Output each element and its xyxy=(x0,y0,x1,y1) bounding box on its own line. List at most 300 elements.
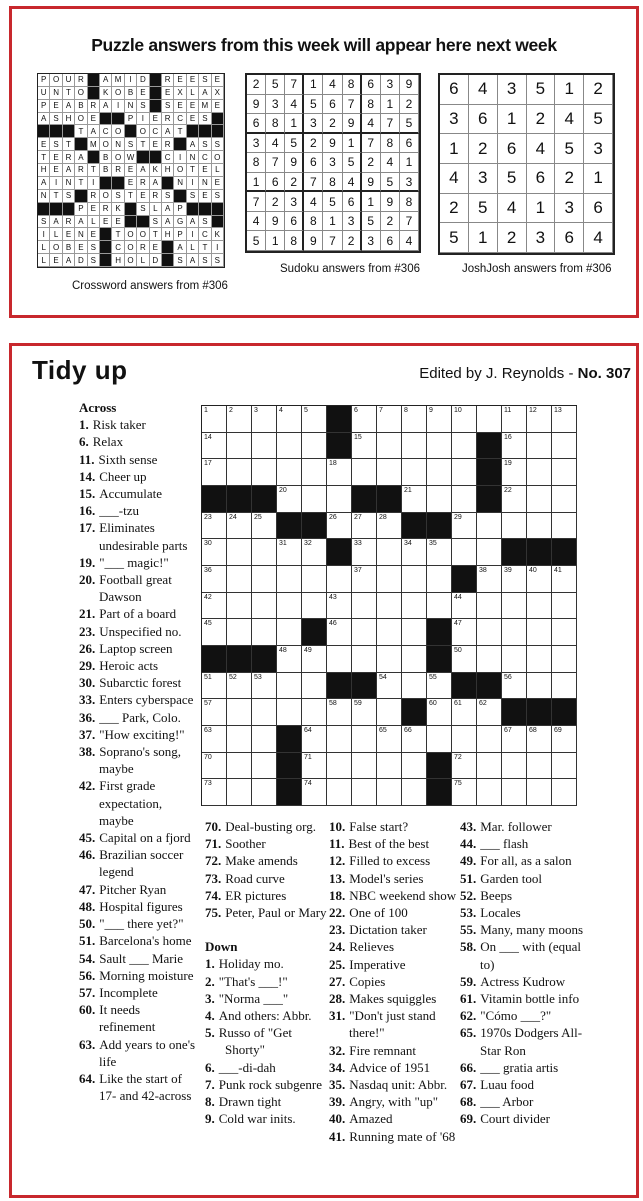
answer-letter-cell: R xyxy=(63,151,75,164)
grid-cell[interactable] xyxy=(527,753,552,780)
clue-text: Dictation taker xyxy=(349,922,427,938)
grid-cell[interactable] xyxy=(202,513,227,540)
grid-cell[interactable] xyxy=(502,753,527,780)
puzzle-number: No. 307 xyxy=(577,365,631,382)
grid-cell[interactable] xyxy=(477,779,502,806)
grid-cell[interactable] xyxy=(377,459,402,486)
clue-text: It needs refinement xyxy=(99,1002,156,1035)
answer-black-cell xyxy=(38,203,50,216)
grid-cell[interactable] xyxy=(227,433,252,460)
grid-cell[interactable] xyxy=(352,539,377,566)
answer-letter-cell: S xyxy=(199,138,211,151)
clue xyxy=(460,1007,584,1024)
grid-cell[interactable] xyxy=(202,753,227,780)
grid-cell[interactable] xyxy=(327,486,352,513)
grid-cell[interactable] xyxy=(427,699,452,726)
grid-cell[interactable] xyxy=(502,619,527,646)
grid-cell[interactable] xyxy=(327,459,352,486)
answer-letter-cell: A xyxy=(75,216,87,229)
grid-cell[interactable] xyxy=(377,779,402,806)
answer-letter-cell: L xyxy=(187,241,199,254)
answer-letter-cell: R xyxy=(75,74,87,87)
grid-cell[interactable] xyxy=(452,459,477,486)
grid-cell[interactable] xyxy=(327,699,352,726)
clue-number: 21. xyxy=(79,606,96,622)
joshjosh-cell: 1 xyxy=(555,75,584,105)
clue xyxy=(329,1059,457,1076)
grid-cell[interactable] xyxy=(527,406,552,433)
cell-number: 3 xyxy=(254,407,258,414)
grid-cell[interactable] xyxy=(377,619,402,646)
clue-number: 18. xyxy=(329,887,346,903)
clue xyxy=(460,870,584,887)
answer-letter-cell: S xyxy=(212,138,224,151)
grid-cell[interactable] xyxy=(477,753,502,780)
sudoku-cell: 7 xyxy=(381,114,400,134)
clue-text: Relieves xyxy=(349,939,395,955)
grid-cell[interactable] xyxy=(452,699,477,726)
grid-cell[interactable] xyxy=(452,779,477,806)
grid-cell[interactable] xyxy=(527,726,552,753)
grid-cell[interactable] xyxy=(427,539,452,566)
clue-text: Beeps xyxy=(480,887,513,903)
grid-cell[interactable] xyxy=(252,753,277,780)
grid-cell[interactable] xyxy=(327,566,352,593)
clue xyxy=(79,829,199,846)
answer-letter-cell: I xyxy=(125,74,137,87)
grid-cell[interactable] xyxy=(327,779,352,806)
joshjosh-cell: 3 xyxy=(555,194,584,224)
grid-cell[interactable] xyxy=(502,513,527,540)
answer-letter-cell: S xyxy=(212,190,224,203)
sudoku-cell: 4 xyxy=(381,153,400,173)
answer-letter-cell: T xyxy=(137,138,149,151)
grid-cell[interactable] xyxy=(302,459,327,486)
grid-cell[interactable] xyxy=(227,673,252,700)
grid-cell[interactable] xyxy=(227,566,252,593)
black-square xyxy=(277,726,302,753)
grid-cell[interactable] xyxy=(427,459,452,486)
answer-letter-cell: T xyxy=(75,125,87,138)
grid-cell[interactable] xyxy=(252,513,277,540)
cell-number: 64 xyxy=(304,726,312,734)
grid-cell[interactable] xyxy=(377,566,402,593)
cell-number: 48 xyxy=(279,646,287,654)
answer-letter-cell: R xyxy=(150,190,162,203)
cell-number: 28 xyxy=(379,513,387,521)
grid-cell[interactable] xyxy=(302,646,327,673)
grid-cell[interactable] xyxy=(227,779,252,806)
sudoku-cell: 6 xyxy=(285,212,304,232)
grid-cell[interactable] xyxy=(502,779,527,806)
clue xyxy=(79,1070,199,1104)
grid-cell[interactable] xyxy=(552,753,577,780)
grid-cell[interactable] xyxy=(477,513,502,540)
grid-cell[interactable] xyxy=(477,539,502,566)
grid-cell[interactable] xyxy=(402,753,427,780)
grid-cell[interactable] xyxy=(552,513,577,540)
grid-cell[interactable] xyxy=(502,433,527,460)
grid-cell[interactable] xyxy=(527,459,552,486)
grid-cell[interactable] xyxy=(452,619,477,646)
clue-number: 11. xyxy=(329,836,345,852)
grid-cell[interactable] xyxy=(402,459,427,486)
clue-number: 41. xyxy=(329,1128,346,1144)
grid-cell[interactable] xyxy=(277,486,302,513)
grid-cell[interactable] xyxy=(427,406,452,433)
grid-cell[interactable] xyxy=(477,593,502,620)
grid-cell[interactable] xyxy=(302,673,327,700)
grid-cell[interactable] xyxy=(277,619,302,646)
grid-cell[interactable] xyxy=(477,619,502,646)
answer-letter-cell: D xyxy=(150,254,162,267)
grid-cell[interactable] xyxy=(552,566,577,593)
grid-cell[interactable] xyxy=(227,753,252,780)
clue-number: 70. xyxy=(205,819,222,834)
grid-cell[interactable] xyxy=(452,646,477,673)
grid-cell[interactable] xyxy=(202,593,227,620)
grid-cell[interactable] xyxy=(277,459,302,486)
answer-letter-cell: A xyxy=(137,164,149,177)
grid-cell[interactable] xyxy=(502,486,527,513)
grid-cell[interactable] xyxy=(552,779,577,806)
grid-cell[interactable] xyxy=(252,779,277,806)
grid-cell[interactable] xyxy=(202,779,227,806)
grid-cell[interactable] xyxy=(402,566,427,593)
grid-cell[interactable] xyxy=(377,753,402,780)
sudoku-cell: 4 xyxy=(362,114,381,134)
grid-cell[interactable] xyxy=(402,726,427,753)
grid-cell[interactable] xyxy=(202,619,227,646)
grid-cell[interactable] xyxy=(477,646,502,673)
grid-cell[interactable] xyxy=(377,513,402,540)
grid-cell[interactable] xyxy=(302,593,327,620)
grid-cell[interactable] xyxy=(527,673,552,700)
clue-number: 52. xyxy=(460,887,477,903)
grid-cell[interactable] xyxy=(377,699,402,726)
cell-number: 37 xyxy=(354,566,362,574)
grid-cell[interactable] xyxy=(527,513,552,540)
grid-cell[interactable] xyxy=(402,673,427,700)
grid-cell[interactable] xyxy=(227,699,252,726)
clue xyxy=(79,519,199,553)
grid-cell[interactable] xyxy=(227,406,252,433)
grid-cell[interactable] xyxy=(352,753,377,780)
grid-cell[interactable] xyxy=(427,433,452,460)
clue-number: 53. xyxy=(460,905,477,921)
cell-number: 16 xyxy=(504,433,512,441)
grid-cell[interactable] xyxy=(552,646,577,673)
grid-cell[interactable] xyxy=(227,619,252,646)
grid-cell[interactable] xyxy=(552,673,577,700)
grid-cell[interactable] xyxy=(527,566,552,593)
cell-number: 67 xyxy=(504,726,512,734)
grid-cell[interactable] xyxy=(427,566,452,593)
grid-cell[interactable] xyxy=(202,699,227,726)
grid-cell[interactable] xyxy=(452,753,477,780)
clue-number: 50. xyxy=(79,916,96,932)
grid-cell[interactable] xyxy=(252,433,277,460)
grid-cell[interactable] xyxy=(277,406,302,433)
grid-cell[interactable] xyxy=(402,593,427,620)
cell-number: 54 xyxy=(379,673,387,681)
grid-cell[interactable] xyxy=(452,406,477,433)
grid-cell[interactable] xyxy=(527,593,552,620)
cell-number: 42 xyxy=(204,593,212,601)
answer-black-cell xyxy=(125,203,137,216)
cell-number: 19 xyxy=(504,460,512,468)
grid-cell[interactable] xyxy=(402,539,427,566)
grid-cell[interactable] xyxy=(352,619,377,646)
grid-cell[interactable] xyxy=(227,539,252,566)
clue-text: Running mate of '68 xyxy=(349,1128,456,1144)
joshjosh-cell: 4 xyxy=(527,134,556,164)
grid-cell[interactable] xyxy=(202,406,227,433)
grid-cell[interactable] xyxy=(452,726,477,753)
grid-cell[interactable] xyxy=(302,406,327,433)
answer-letter-cell: A xyxy=(75,151,87,164)
grid-cell[interactable] xyxy=(427,593,452,620)
answer-letter-cell: O xyxy=(112,87,124,100)
clue xyxy=(329,887,457,904)
black-square xyxy=(427,646,452,673)
grid-cell[interactable] xyxy=(202,433,227,460)
grid-cell[interactable] xyxy=(302,699,327,726)
grid-cell[interactable] xyxy=(252,566,277,593)
grid-cell[interactable] xyxy=(327,593,352,620)
grid-cell[interactable] xyxy=(277,593,302,620)
grid-cell[interactable] xyxy=(402,406,427,433)
sudoku-cell: 8 xyxy=(323,173,342,193)
grid-cell[interactable] xyxy=(327,619,352,646)
grid-cell[interactable] xyxy=(252,406,277,433)
sudoku-cell: 1 xyxy=(266,231,285,251)
grid-cell[interactable] xyxy=(527,646,552,673)
clue xyxy=(460,887,584,904)
answer-letter-cell: K xyxy=(100,87,112,100)
grid-cell[interactable] xyxy=(552,619,577,646)
cell-number: 52 xyxy=(229,673,237,681)
grid-cell[interactable] xyxy=(202,726,227,753)
grid-cell[interactable] xyxy=(352,406,377,433)
grid-cell[interactable] xyxy=(502,726,527,753)
clue-number: 45. xyxy=(79,830,96,846)
joshjosh-cell: 1 xyxy=(498,105,527,135)
grid-cell[interactable] xyxy=(452,486,477,513)
grid-cell[interactable] xyxy=(477,406,502,433)
grid-cell[interactable] xyxy=(527,779,552,806)
grid-cell[interactable] xyxy=(427,486,452,513)
answer-letter-cell: R xyxy=(63,216,75,229)
sudoku-cell: 2 xyxy=(247,75,266,95)
grid-cell[interactable] xyxy=(302,433,327,460)
cell-number: 47 xyxy=(454,620,462,628)
grid-cell[interactable] xyxy=(277,433,302,460)
sudoku-cell: 8 xyxy=(266,114,285,134)
clue xyxy=(79,416,199,433)
cell-number: 32 xyxy=(304,540,312,548)
clue-text: Advice of 1951 xyxy=(349,1059,431,1075)
grid-cell[interactable] xyxy=(352,459,377,486)
grid-cell[interactable] xyxy=(302,779,327,806)
answer-black-cell xyxy=(50,125,62,138)
grid-cell[interactable] xyxy=(252,459,277,486)
grid-cell[interactable] xyxy=(502,673,527,700)
answer-letter-cell: A xyxy=(50,216,62,229)
joshjosh-cell: 3 xyxy=(469,164,498,194)
grid-cell[interactable] xyxy=(477,566,502,593)
grid-cell[interactable] xyxy=(502,646,527,673)
cell-number: 31 xyxy=(279,540,287,548)
grid-cell[interactable] xyxy=(327,753,352,780)
grid-cell[interactable] xyxy=(327,726,352,753)
grid-cell[interactable] xyxy=(202,566,227,593)
grid-cell[interactable] xyxy=(277,673,302,700)
grid-cell[interactable] xyxy=(377,433,402,460)
grid-cell[interactable] xyxy=(502,566,527,593)
grid-cell[interactable] xyxy=(352,566,377,593)
grid-cell[interactable] xyxy=(377,673,402,700)
grid-cell[interactable] xyxy=(527,486,552,513)
grid-cell[interactable] xyxy=(277,699,302,726)
grid-cell[interactable] xyxy=(277,646,302,673)
clue xyxy=(329,1093,457,1110)
grid-cell[interactable] xyxy=(302,726,327,753)
grid-cell[interactable] xyxy=(402,619,427,646)
grid-cell[interactable] xyxy=(402,486,427,513)
clue-text: Luau food xyxy=(480,1077,535,1093)
grid-cell[interactable] xyxy=(377,726,402,753)
grid-cell[interactable] xyxy=(377,406,402,433)
grid-cell[interactable] xyxy=(202,673,227,700)
answer-black-cell xyxy=(100,254,112,267)
grid-cell[interactable] xyxy=(252,673,277,700)
answer-letter-cell: G xyxy=(174,216,186,229)
grid-cell[interactable] xyxy=(252,619,277,646)
grid-cell[interactable] xyxy=(327,646,352,673)
grid-cell[interactable] xyxy=(377,646,402,673)
grid-cell[interactable] xyxy=(352,646,377,673)
grid-cell[interactable] xyxy=(227,726,252,753)
grid-cell[interactable] xyxy=(302,566,327,593)
answer-letter-cell: E xyxy=(187,74,199,87)
grid-cell[interactable] xyxy=(452,539,477,566)
grid-cell[interactable] xyxy=(227,513,252,540)
grid-cell[interactable] xyxy=(302,753,327,780)
grid-cell[interactable] xyxy=(377,593,402,620)
grid-cell[interactable] xyxy=(302,539,327,566)
clue xyxy=(329,1076,457,1093)
grid-cell[interactable] xyxy=(452,513,477,540)
clue-number: 34. xyxy=(329,1059,346,1075)
grid-cell[interactable] xyxy=(452,433,477,460)
grid-cell[interactable] xyxy=(352,726,377,753)
clue xyxy=(205,1024,327,1058)
clue xyxy=(329,956,457,973)
grid-cell[interactable] xyxy=(202,539,227,566)
grid-cell[interactable] xyxy=(352,433,377,460)
grid-cell[interactable] xyxy=(552,593,577,620)
sudoku-cell: 7 xyxy=(304,173,323,193)
answer-letter-cell: I xyxy=(112,100,124,113)
grid-cell[interactable] xyxy=(277,566,302,593)
grid-cell[interactable] xyxy=(502,406,527,433)
grid-cell[interactable] xyxy=(402,433,427,460)
sudoku-cell: 3 xyxy=(247,134,266,154)
grid-cell[interactable] xyxy=(252,539,277,566)
grid-cell[interactable] xyxy=(252,726,277,753)
grid-cell[interactable] xyxy=(252,699,277,726)
grid-cell[interactable] xyxy=(352,513,377,540)
grid-cell[interactable] xyxy=(552,433,577,460)
grid-cell[interactable] xyxy=(252,593,277,620)
grid-cell[interactable] xyxy=(352,779,377,806)
clue-text: ___ Arbor xyxy=(480,1094,534,1110)
grid-cell[interactable] xyxy=(202,459,227,486)
joshjosh-cell: 6 xyxy=(555,223,584,253)
clue xyxy=(79,502,199,519)
clue-number: 9. xyxy=(205,1111,215,1127)
grid-cell[interactable] xyxy=(552,726,577,753)
clue xyxy=(79,554,199,571)
answer-letter-cell: C xyxy=(162,151,174,164)
grid-cell[interactable] xyxy=(302,486,327,513)
grid-cell[interactable] xyxy=(402,646,427,673)
grid-cell[interactable] xyxy=(277,539,302,566)
grid-cell[interactable] xyxy=(352,699,377,726)
grid-cell[interactable] xyxy=(227,593,252,620)
clue-text: Filled to excess xyxy=(349,853,431,869)
clue-number: 14. xyxy=(79,468,96,484)
grid-cell[interactable] xyxy=(552,406,577,433)
grid-cell[interactable] xyxy=(552,459,577,486)
answer-black-cell xyxy=(75,190,87,203)
grid-cell[interactable] xyxy=(452,593,477,620)
answer-letter-cell: H xyxy=(112,254,124,267)
answer-letter-cell: O xyxy=(50,241,62,254)
cell-number: 68 xyxy=(529,726,537,734)
grid-cell[interactable] xyxy=(327,513,352,540)
black-square xyxy=(352,486,377,513)
answer-black-cell xyxy=(63,125,75,138)
grid-cell[interactable] xyxy=(502,459,527,486)
grid-cell[interactable] xyxy=(402,779,427,806)
joshjosh-cell: 1 xyxy=(440,134,469,164)
black-square xyxy=(427,753,452,780)
grid-cell[interactable] xyxy=(502,593,527,620)
grid-cell[interactable] xyxy=(527,619,552,646)
clue-number: 39. xyxy=(329,1094,346,1110)
grid-cell[interactable] xyxy=(552,486,577,513)
clue-number: 22. xyxy=(329,905,346,921)
grid-cell[interactable] xyxy=(477,726,502,753)
grid-cell[interactable] xyxy=(427,726,452,753)
clue xyxy=(79,433,199,450)
grid-cell[interactable] xyxy=(527,433,552,460)
grid-cell[interactable] xyxy=(427,673,452,700)
answer-black-cell xyxy=(112,177,124,190)
grid-cell[interactable] xyxy=(477,699,502,726)
cell-number: 20 xyxy=(279,486,287,494)
grid-cell[interactable] xyxy=(227,459,252,486)
grid-cell[interactable] xyxy=(377,539,402,566)
answer-letter-cell: I xyxy=(174,151,186,164)
clue-number: 2. xyxy=(205,973,215,989)
grid-cell[interactable] xyxy=(352,593,377,620)
sudoku-cell: 2 xyxy=(285,173,304,193)
cell-number: 39 xyxy=(504,566,512,574)
clue-text: Enters cyberspace xyxy=(99,692,194,708)
